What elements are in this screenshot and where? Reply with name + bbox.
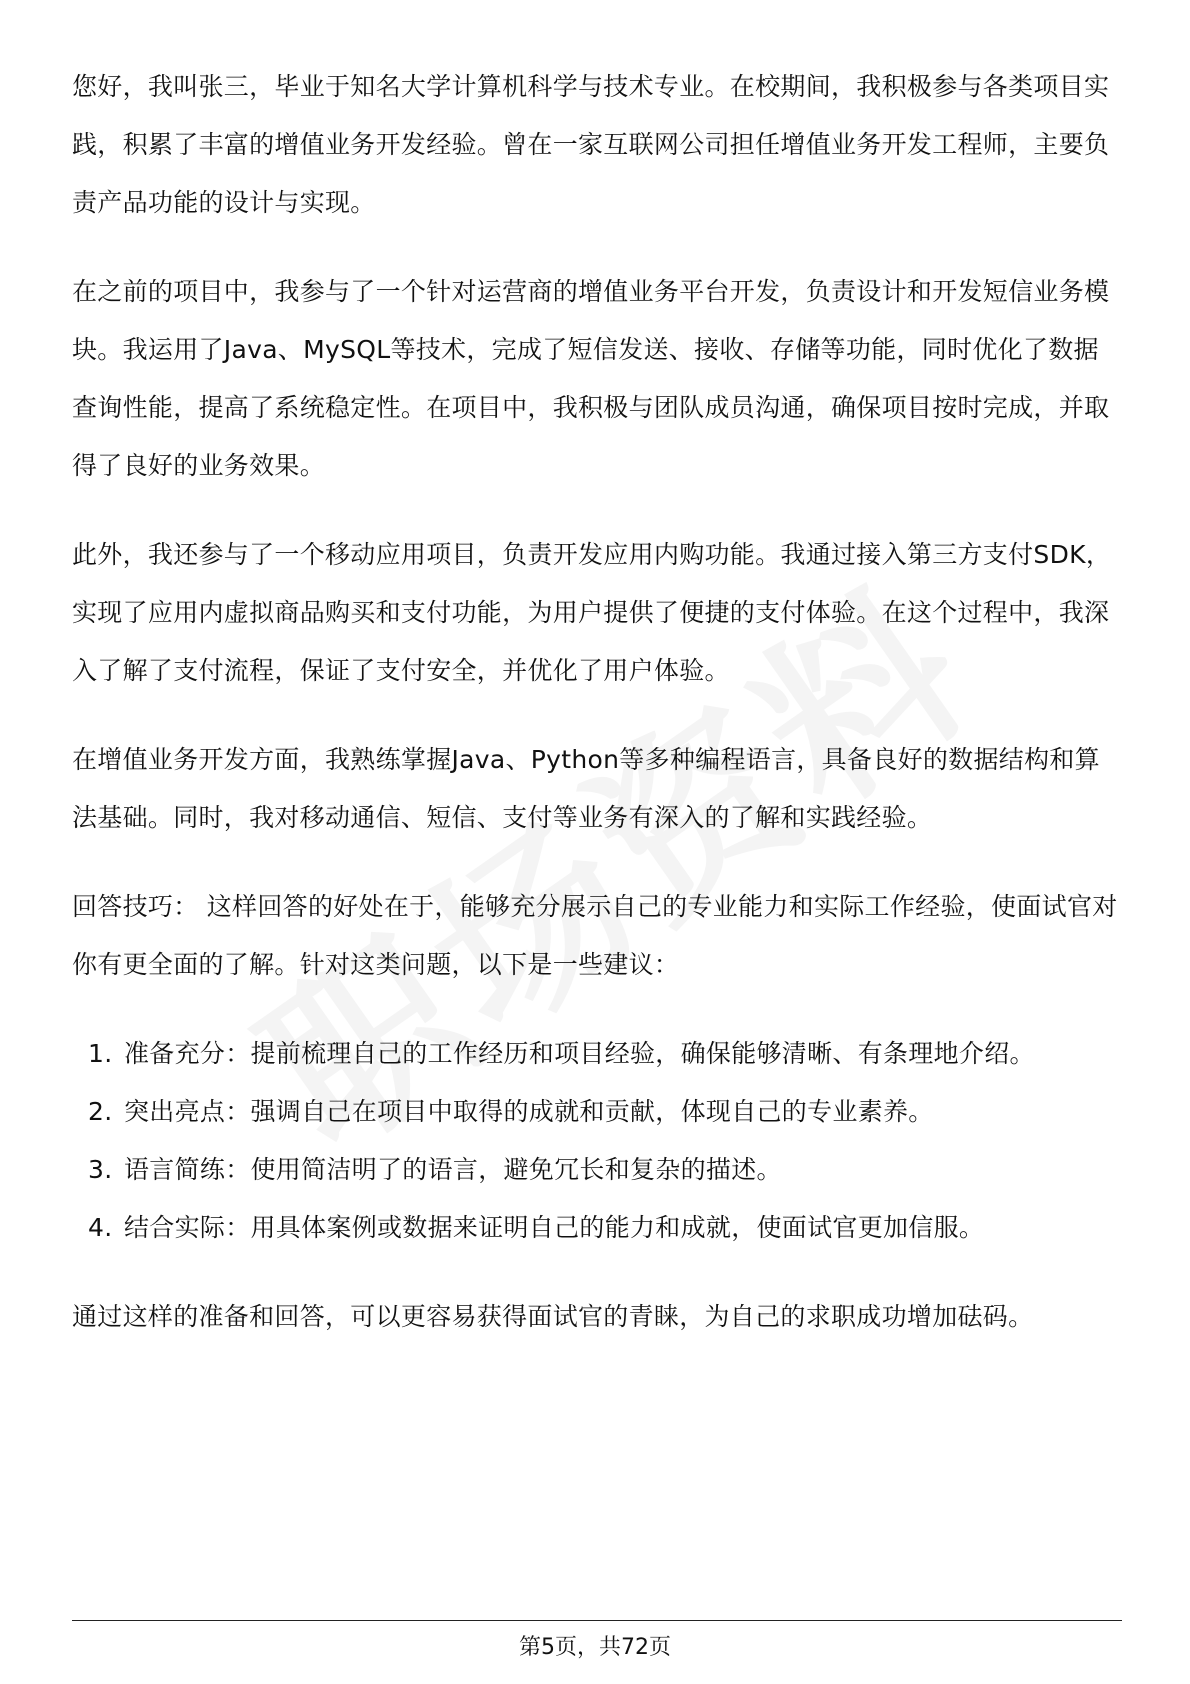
list-item-number: 1. (88, 1039, 113, 1068)
list-item-text: 突出亮点：强调自己在项目中取得的成就和贡献，体现自己的专业素养。 (124, 1097, 934, 1126)
document-body (72, 58, 1122, 1377)
list-item-number: 2. (88, 1097, 113, 1126)
list-item-number: 3. (88, 1155, 113, 1184)
paragraph-payment-project: 此外，我还参与了一个移动应用项目，负责开发应用内购功能。我通过接入第三方支付SDK，实现了应用内虚拟商品购买和支付功能，为用户提供了便捷的支付体验。在这个过程中，我深入了解了支付流程，保证了支付安全，并优化了用户体验。 (72, 540, 1112, 685)
paragraph-intro: 您好，我叫张三，毕业于知名大学计算机科学与技术专业。在校期间，我积极参与各类项目实践，积累了丰富的增值业务开发经验。曾在一家互联网公司担任增值业务开发工程师，主要负责产品功能的设计与实现。 (72, 72, 1110, 217)
paragraph-answer-tips: 回答技巧： 这样回答的好处在于，能够充分展示自己的专业能力和实际工作经验，使面试官对你有更全面的了解。针对这类问题，以下是一些建议： (72, 892, 1118, 979)
footer-divider (72, 1620, 1122, 1621)
list-item-text: 结合实际：用具体案例或数据来证明自己的能力和成就，使面试官更加信服。 (124, 1213, 985, 1242)
tips-list (72, 1025, 1122, 1257)
list-item (72, 1083, 1122, 1141)
list-item (72, 1025, 1122, 1083)
list-item (72, 1199, 1122, 1257)
list-item-text: 语言简练：使用简洁明了的语言，避免冗长和复杂的描述。 (124, 1155, 782, 1184)
paragraph-skills: 在增值业务开发方面，我熟练掌握Java、Python等多种编程语言，具备良好的数据结构和算法基础。同时，我对移动通信、短信、支付等业务有深入的了解和实践经验。 (72, 745, 1100, 832)
list-item-text: 准备充分：提前梳理自己的工作经历和项目经验，确保能够清晰、有条理地介绍。 (124, 1039, 1035, 1068)
paragraph-sms-project: 在之前的项目中，我参与了一个针对运营商的增值业务平台开发，负责设计和开发短信业务模块。我运用了Java、MySQL等技术，完成了短信发送、接收、存储等功能，同时优化了数据查询性能，提高了系统稳定性。在项目中，我积极与团队成员沟通，确保项目按时完成，并取得了良好的业务效果。 (72, 277, 1110, 480)
page-number: 第5页，共72页 (519, 1635, 671, 1660)
paragraph-closing: 通过这样的准备和回答，可以更容易获得面试官的青睐，为自己的求职成功增加砝码。 (72, 1302, 1034, 1331)
list-item-number: 4. (88, 1213, 113, 1242)
list-item (72, 1141, 1122, 1199)
